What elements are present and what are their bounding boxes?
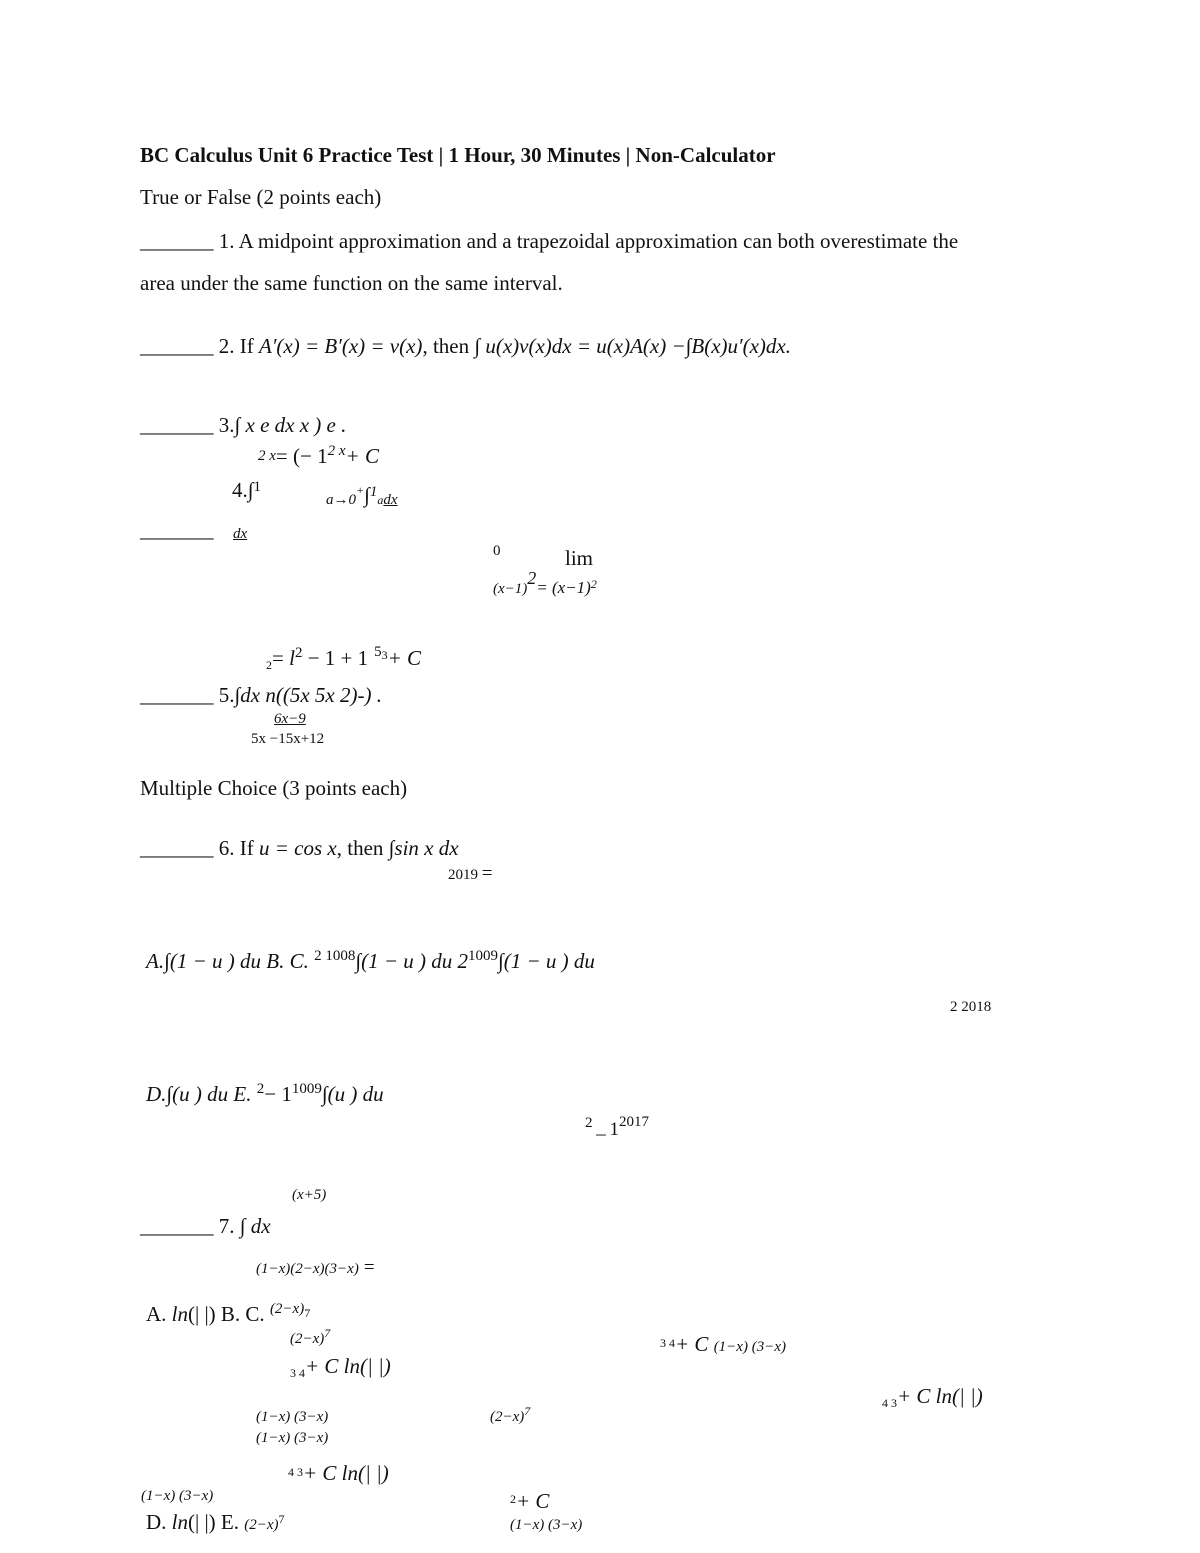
q2-expr2: ∫ u(x)v(x)dx = u(x)A(x) −∫B(x)u′(x)dx. (474, 334, 791, 358)
q6-u: u = cos x (259, 836, 337, 860)
q3-line: _______ 3.∫ x e dx x ) e . (140, 413, 347, 437)
answer-blank[interactable]: _______ (140, 229, 214, 253)
answer-blank[interactable]: _______ (140, 413, 214, 437)
q7-den-1: (1−x) (3−x) (256, 1409, 329, 1425)
q6-e-denominator: 2 _ 12017 (585, 1114, 649, 1140)
q7-right-term: 3 4+ C (1−x) (3−x) (660, 1332, 786, 1356)
q7-e-frac: (1−x) (3−x) (510, 1517, 583, 1533)
q7-lower-term: 4 3+ C ln(| |) (288, 1461, 389, 1485)
q7-mid-frac: $(2-x)^7$ (490, 1404, 531, 1425)
q7-frac-top: $(2-x)^7$ (290, 1326, 331, 1347)
q6-choices-abc: A.∫(1 − u ) du B. C. $^{2 1008}$∫(1 − u ) du $2^{1009}\int(1 - u$ ) du (146, 948, 595, 973)
q4-result: $2= l^2 - 1 + 1$ $^{53}$+ C (266, 644, 422, 672)
q5-line: _______ 5.∫dx n((5x 5x 2)-) . (140, 683, 382, 707)
q4-lim: lim (565, 546, 594, 570)
q7-choice-ab: A. ln(| |) B. C. $^{(2-x)}$7 (146, 1301, 311, 1326)
q4-dx: dx (233, 526, 248, 542)
q6-right-note: 2 2018 (950, 999, 992, 1015)
q2-expr1: A′(x) = B′(x) = v(x) (259, 334, 423, 358)
answer-blank[interactable]: _______ (140, 334, 214, 358)
q7-e-term: $^2$+ C (510, 1489, 550, 1513)
choice-c: ∫(1 − u ) du 2 (355, 949, 468, 973)
q6-choices-de: D.∫(u ) du E. $^2- 1^{1009}\int(u$ ) du (146, 1081, 384, 1106)
page-title: BC Calculus Unit 6 Practice Test | 1 Hour, 30 Minutes | Non-Calculator (140, 143, 776, 167)
q6-integral: ∫sin x dx (388, 836, 459, 860)
q7-den-2: (1−x) (3−x) (256, 1430, 329, 1446)
answer-blank[interactable]: _______ (140, 518, 214, 542)
q7-mid-term: 3 4+ C ln(| |) (290, 1354, 391, 1380)
q4-denominator: $(x-1)2= (x-1)^2$ (493, 568, 597, 597)
q7-choice-de: D. ln(| |) E. $(2-x)^7$ (146, 1510, 285, 1534)
q6-line: _______ 6. If u = cos x, then ∫sin x dx (140, 836, 459, 860)
q5-expr: dx n((5x 5x 2)-) . (240, 683, 382, 707)
choice-d: D.∫(u ) du E. (146, 1082, 252, 1106)
q1-line1 (140, 231, 958, 252)
tf-section-header: True or False (2 points each) (140, 185, 382, 209)
q1-line2: area under the same function on the same interval. (140, 271, 563, 295)
q4-zero: 0 (493, 543, 501, 559)
choice-e: − 1 (264, 1082, 292, 1106)
answer-blank[interactable]: _______ (140, 836, 214, 860)
q2-line: _______ 2. If A′(x) = B′(x) = v(x), then ∫ u(x)v(x)dx = u(x)A(x) −∫B(x)u′(x)dx. (140, 334, 791, 358)
q6-power: 2019 = (448, 863, 493, 884)
answer-blank[interactable]: _______ (140, 683, 214, 707)
q7-far-right-term: 4 3+ C ln(| |) (882, 1384, 983, 1410)
q4-limit-sub: a→0+∫1adx (326, 483, 398, 508)
q3-subline: 2 x= (− $1^{2 x}+ C$ (258, 443, 379, 468)
answer-blank[interactable]: _______ (140, 1214, 214, 1238)
choice-a: A.∫(1 − u ) du B. C. (146, 949, 309, 973)
q7-line: _______ 7. ∫ dx (140, 1214, 271, 1238)
mc-section-header: Multiple Choice (3 points each) (140, 776, 408, 800)
q7-denominator: (1−x)(2−x)(3−x) = (256, 1257, 376, 1278)
q3-expr: ∫ x e dx x ) e . (234, 413, 347, 437)
q7-numerator: (x+5) (292, 1187, 327, 1203)
q7-den-3: (1−x) (3−x) (141, 1488, 214, 1504)
q4-lead: 4.∫$^1$ (232, 478, 262, 502)
q5-numerator: 6x−9 (274, 711, 306, 727)
q5-denominator: 5x −15x+12 (251, 731, 325, 747)
q1-text: 1. A midpoint approximation and a trapezoidal approximation can both overestimate the (218, 229, 959, 253)
